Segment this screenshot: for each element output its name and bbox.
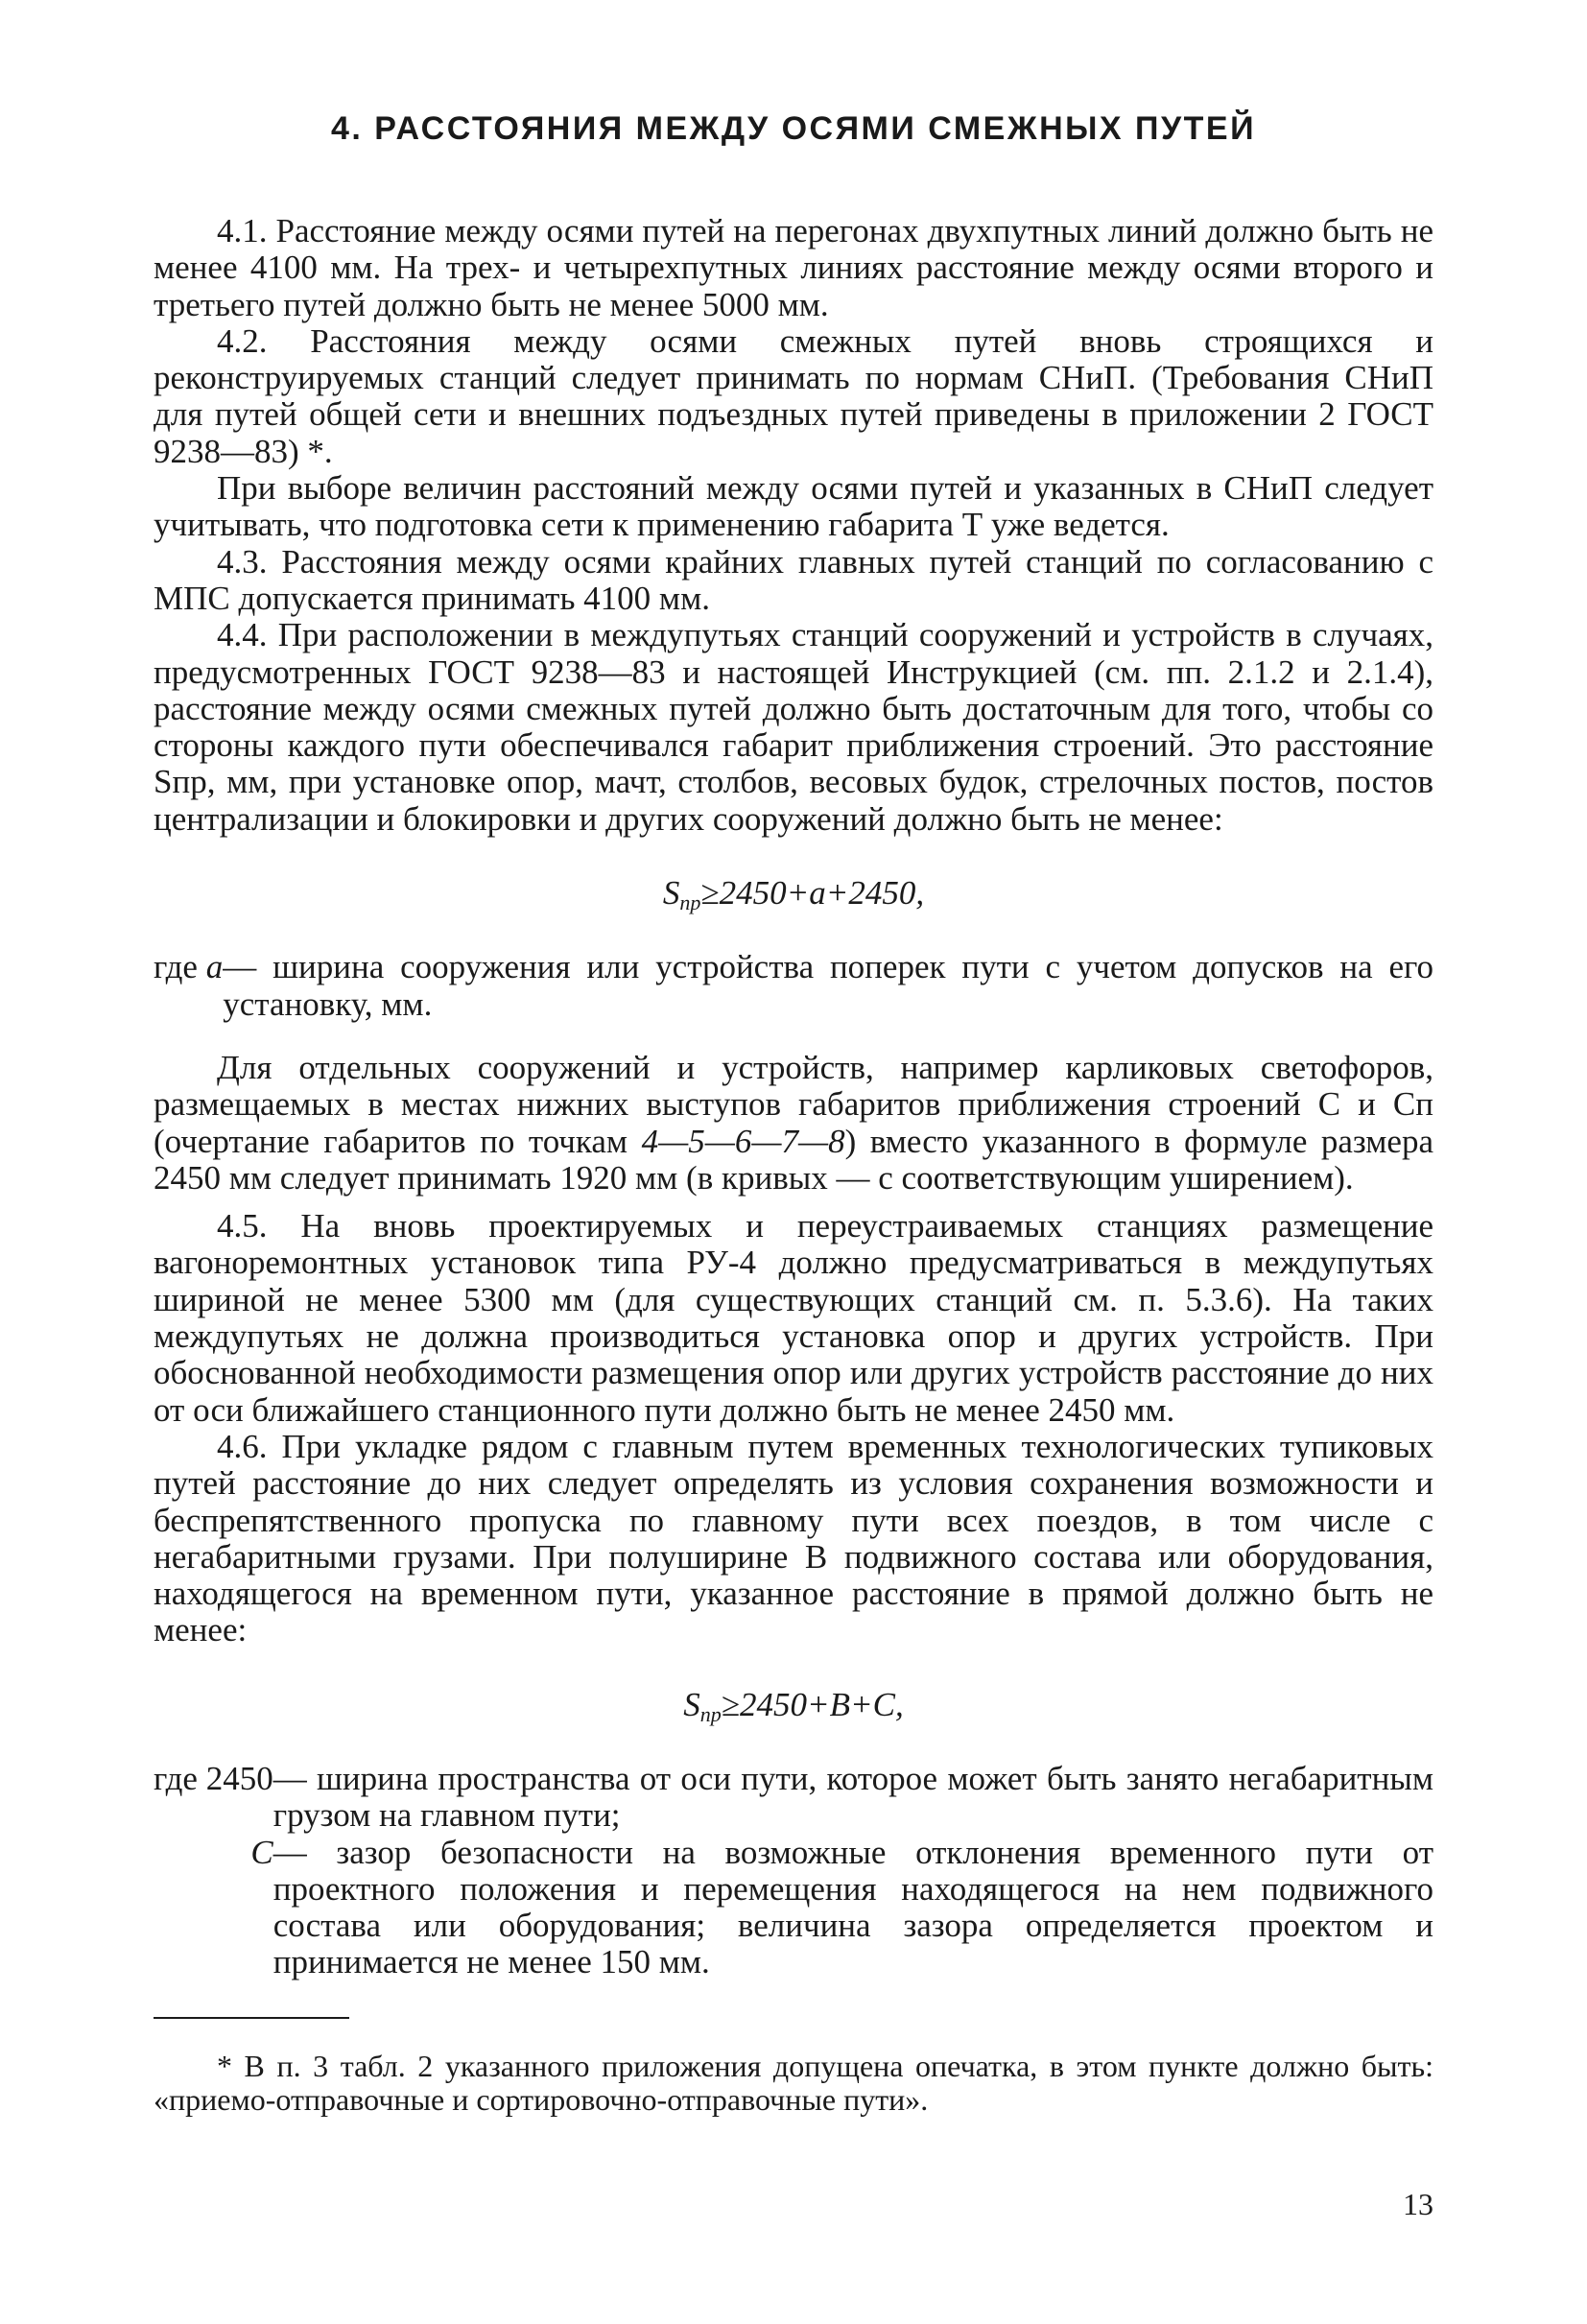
formula-clearance-structures bbox=[154, 875, 1433, 921]
page-number: 13 bbox=[1403, 2187, 1433, 2221]
paragraph-4-5: 4.5. На вновь проектируемых и переустраиваемых станциях размещение вагоноремонтных установок типа РУ-4 должно предусматриваться в междупутьях шириной не менее 5300 мм (для существующих станций см. п. 5.3.6). На таких междупутьях не должна производиться установка опор и других устройств. При обоснованной необходимости размещения опор или других устройств расстояние до них от оси ближайшего станционного пути должно быть не менее 2450 мм. bbox=[154, 1207, 1433, 1429]
paragraph-4-1: 4.1. Расстояние между осями путей на перегонах двухпутных линий должно быть не менее 4100 мм. На трех- и четырехпутных линиях расстояние между осями второго и третьего путей должно быть не менее 5000 мм. bbox=[154, 212, 1433, 323]
gauge-points: 4—5—6—7—8 bbox=[641, 1122, 845, 1160]
paragraph-4-2-note: При выборе величин расстояний между осями путей и указанных в СНиП следует учитывать, что подготовка сети к применению габарита Т уже ведется. bbox=[154, 469, 1433, 544]
formula-subscript: пр bbox=[699, 1701, 722, 1726]
legend-symbol: a bbox=[205, 948, 224, 986]
formula-rhs: ≥2450+a+2450, bbox=[700, 874, 925, 913]
paragraph-text: Для отдельных сооружений и устройств, например карликовых светофоров, размещаемых в местах нижних выступов габаритов приближения строений С и Сп (очертание габаритов по точкам bbox=[154, 1048, 1433, 1160]
formula-legend-a bbox=[154, 949, 1433, 1023]
footnote: * В п. 3 табл. 2 указанного приложения допущена опечатка, в этом пункте должно быть: «приемо-отправочные и сортировочно-отправочные пути». bbox=[154, 2049, 1433, 2117]
paragraph-4-3: 4.3. Расстояния между осями крайних главных путей станций по согласованию с МПС допускается принимать 4100 мм. bbox=[154, 542, 1433, 617]
formula-subscript: пр bbox=[679, 890, 701, 915]
formula-rhs: ≥2450+B+C, bbox=[721, 1685, 904, 1723]
formula-lhs: S bbox=[683, 1685, 700, 1723]
legend-description: — зазор безопасности на возможные отклонения временного пути от проектного положения и перемещения находящегося на нем подвижного состава или оборудования; величина зазора определяется проектом и принимается не менее 150 мм. bbox=[272, 1833, 1433, 1981]
formula-legend-2450 bbox=[154, 1761, 1433, 1981]
paragraph-text: ) вместо указанного в формуле размера 2450 мм следует принимать 1920 мм (в кривых — с соответствующим уширением). bbox=[154, 1122, 1433, 1197]
section-heading: 4. РАССТОЯНИЯ МЕЖДУ ОСЯМИ СМЕЖНЫХ ПУТЕЙ bbox=[330, 110, 1257, 147]
legend-description: — ширина пространства от оси пути, которое может быть занято негабаритным грузом на главном пути; bbox=[272, 1759, 1433, 1835]
paragraph-4-4-dwarf-signals bbox=[154, 1050, 1433, 1197]
formula-lhs: S bbox=[662, 874, 680, 913]
formula-clearance-temporary-track bbox=[154, 1687, 1433, 1733]
section-body bbox=[154, 213, 1433, 1981]
legend-where-word: где bbox=[154, 948, 206, 986]
paragraph-4-6: 4.6. При укладке рядом с главным путем временных технологических тупиковых путей расстояние до них следует определять из условия сохранения возможности и беспрепятственного пропуска по главному пути всех поездов, в том числе с негабаритными грузами. При полуширине В подвижного состава или оборудования, находящегося на временном пути, указанное расстояние в прямой должно быть не менее: bbox=[154, 1427, 1433, 1649]
legend-symbol: C bbox=[250, 1833, 273, 1871]
paragraph-4-4: 4.4. При расположении в междупутьях станций сооружений и устройств в случаях, предусмотренных ГОСТ 9238—83 и настоящей Инструкцией (см. пп. 2.1.2 и 2.1.4), расстояние между осями смежных путей должно быть достаточным для того, чтобы со стороны каждого пути обеспечивался габарит приближения строений. Это расстояние Sпр, мм, при установке опор, мачт, столбов, весовых будок, стрелочных постов, постов централизации и блокировки и других сооружений должно быть не менее: bbox=[154, 616, 1433, 838]
paragraph-4-2: 4.2. Расстояния между осями смежных путей вновь строящихся и реконструируемых станций следует принимать по нормам СНиП. (Требования СНиП для путей общей сети и внешних подъездных путей приведены в приложении 2 ГОСТ 9238—83) *. bbox=[154, 321, 1433, 470]
legend-description: — ширина сооружения или устройства поперек пути с учетом допусков на его установку, мм. bbox=[223, 948, 1433, 1023]
footnote-divider bbox=[154, 2017, 349, 2019]
legend-lead bbox=[154, 949, 223, 1023]
legend-lead: где 2450 bbox=[154, 1759, 273, 1797]
